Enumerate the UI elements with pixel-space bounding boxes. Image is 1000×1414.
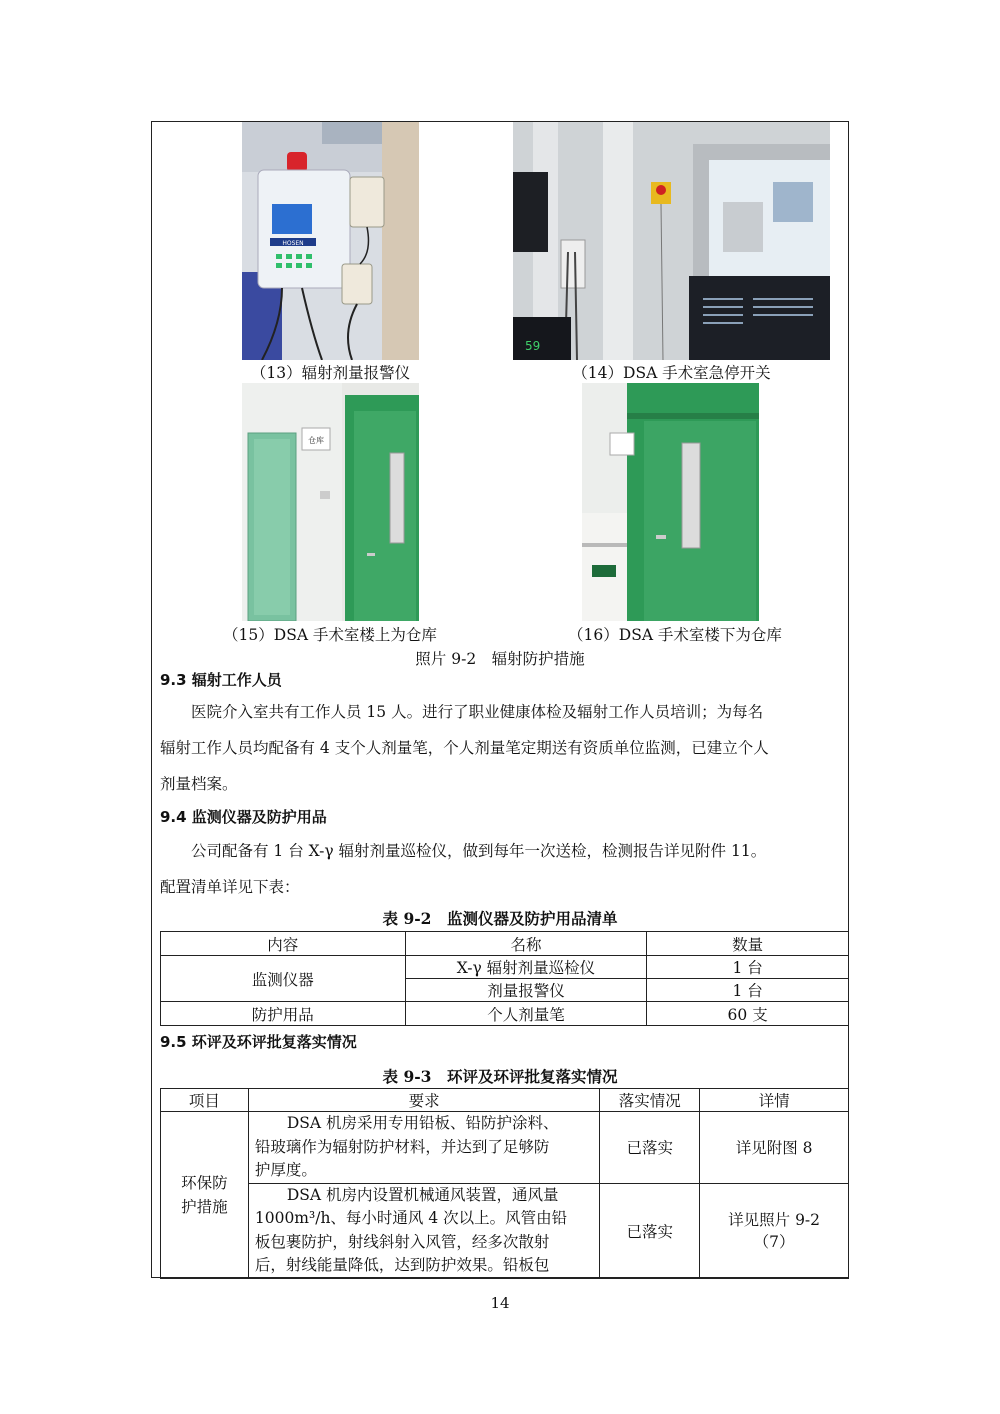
emergency-stop-illustration [513, 122, 830, 360]
detail-line: 详见照片 9-2 [728, 1210, 821, 1229]
req-line: 后，射线能量降低，达到防护效果。铅板包 [254, 1256, 550, 1274]
qty-cell: 1 台 [647, 956, 849, 979]
requirement-cell [248, 1183, 599, 1278]
table-9-2 [160, 931, 849, 1026]
table-9-3-caption: 表 9-3 环评及环评批复落实情况 [382, 1067, 618, 1086]
req-line: DSA 机房采用专用铅板、铅防护涂料、 [286, 1114, 559, 1132]
detail-cell [700, 1183, 849, 1278]
storage-above-illustration [242, 383, 419, 621]
table-row [161, 956, 849, 979]
name-cell: X-γ 辐射剂量巡检仪 [405, 956, 647, 979]
table-row [161, 1183, 849, 1278]
header-cell: 详情 [700, 1089, 849, 1112]
caption-photo-16: （16）DSA 手术室楼下为仓库 [568, 626, 782, 644]
para-text: 辐射工作人员均配备有 4 支个人剂量笔，个人剂量笔定期送有资质单位监测，已建立个人 [160, 739, 769, 757]
req-line: 护厚度。 [254, 1161, 317, 1179]
name-cell: 个人剂量笔 [405, 1002, 647, 1026]
group-cell: 防护用品 [161, 1002, 406, 1026]
device-brand: HOSEN [282, 240, 304, 247]
figure-title: 照片 9-2 辐射防护措施 [415, 650, 585, 668]
table-9-2-caption: 表 9-2 监测仪器及防护用品清单 [382, 909, 618, 928]
section-9-3-body [160, 694, 840, 802]
section-heading-9-4: 9.4 监测仪器及防护用品 [160, 808, 327, 826]
para-text: 医院介入室共有工作人员 15 人。进行了职业健康体检及辐射工作人员培训；为每名 [191, 703, 764, 721]
para-line [160, 694, 840, 730]
requirement-cell [248, 1112, 599, 1184]
photo-storage-below [582, 383, 759, 621]
header-cell: 项目 [161, 1089, 249, 1112]
caption-photo-14: （14）DSA 手术室急停开关 [572, 364, 771, 382]
caption-photo-13: （13）辐射剂量报警仪 [250, 364, 411, 382]
photo-emergency-stop [513, 122, 830, 360]
group-cell: 监测仪器 [161, 956, 406, 1002]
para-text: 配置清单详见下表： [160, 878, 300, 896]
qty-cell: 1 台 [647, 979, 849, 1002]
storage-below-illustration [582, 383, 759, 621]
table-header-row [161, 1089, 849, 1112]
header-cell: 内容 [161, 932, 406, 956]
status-cell: 已落实 [600, 1183, 700, 1278]
para-line [160, 730, 840, 766]
table-row [161, 1112, 849, 1184]
req-line: 铅玻璃作为辐射防护材料，并达到了足够防 [254, 1137, 550, 1156]
header-cell: 落实情况 [600, 1089, 700, 1112]
req-line: 1000m³/h、每小时通风 4 次以上。风管由铅 [254, 1209, 568, 1227]
group-cell [161, 1112, 249, 1279]
caption-photo-15: （15）DSA 手术室楼上为仓库 [223, 626, 437, 644]
monitor-value: 59 [525, 339, 541, 353]
photo-storage-above [242, 383, 419, 621]
header-cell: 名称 [405, 932, 647, 956]
req-line: 板包裹防护，射线斜射入风管，经多次散射 [254, 1232, 550, 1251]
page-number: 14 [490, 1294, 510, 1312]
header-cell: 数量 [647, 932, 849, 956]
detail-cell: 详见附图 8 [700, 1112, 849, 1184]
para-text: 剂量档案。 [160, 775, 238, 793]
table-9-3 [160, 1088, 849, 1279]
group-line: 护措施 [181, 1197, 228, 1216]
section-9-4-body [160, 833, 840, 905]
table-row [161, 1002, 849, 1026]
name-cell: 剂量报警仪 [405, 979, 647, 1002]
photo-dose-alarm [242, 122, 419, 360]
dose-alarm-illustration [242, 122, 419, 360]
para-line [160, 869, 840, 905]
header-cell: 要求 [248, 1089, 599, 1112]
group-line: 环保防 [181, 1173, 228, 1192]
door-sign: 仓库 [308, 436, 324, 445]
table-header-row [161, 932, 849, 956]
para-line [160, 833, 840, 869]
qty-cell: 60 支 [647, 1002, 849, 1026]
section-heading-9-5: 9.5 环评及环评批复落实情况 [160, 1033, 357, 1051]
para-line [160, 766, 840, 802]
detail-line: （7） [753, 1232, 795, 1251]
req-line: DSA 机房内设置机械通风装置，通风量 [286, 1185, 559, 1204]
status-cell: 已落实 [600, 1112, 700, 1184]
para-text: 公司配备有 1 台 X-γ 辐射剂量巡检仪，做到每年一次送检，检测报告详见附件 11。 [191, 842, 767, 860]
section-heading-9-3: 9.3 辐射工作人员 [160, 671, 282, 689]
